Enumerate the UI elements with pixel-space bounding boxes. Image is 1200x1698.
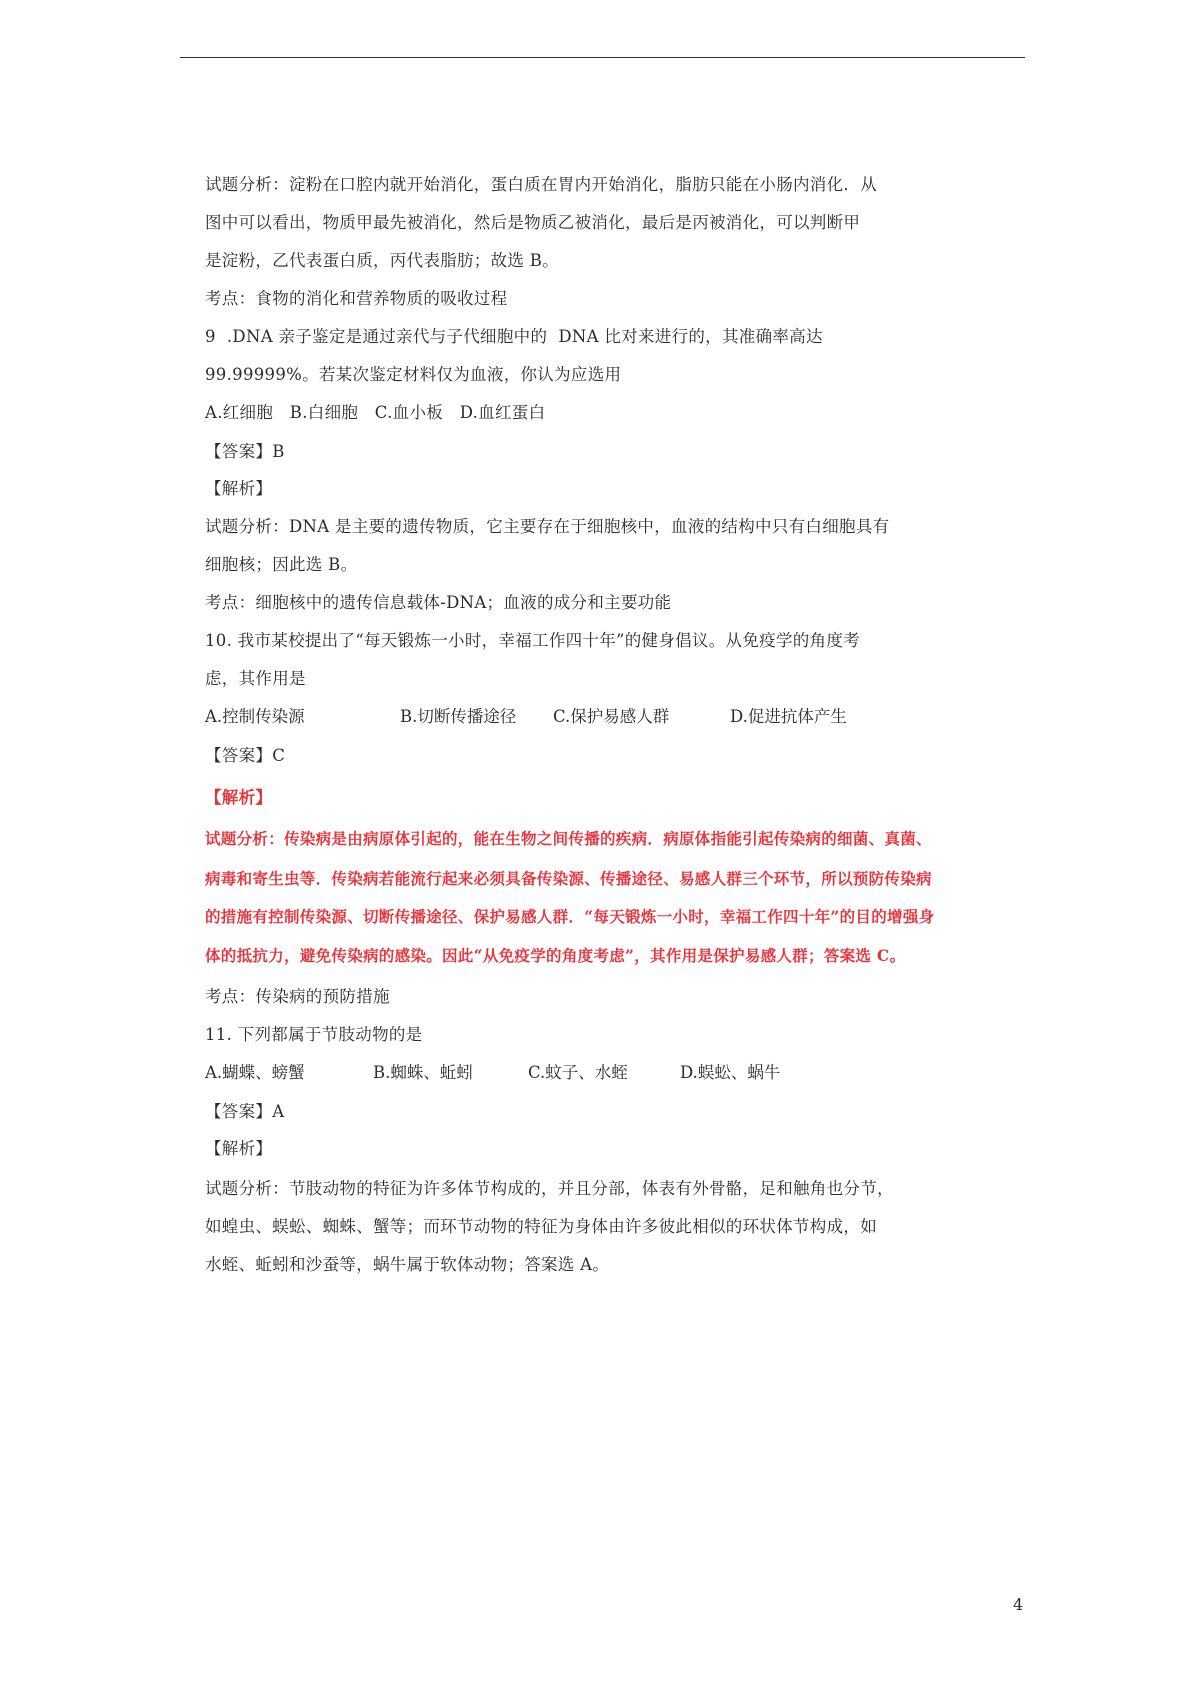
question-11-stem: 11. 下列都属于节肢动物的是	[205, 1025, 423, 1044]
question-9-analysis-label: 【解析】	[205, 479, 273, 498]
q10-option-d: D.促进抗体产生	[730, 707, 847, 726]
question-10-analysis-label: 【解析】	[205, 788, 273, 807]
kaodian-line: 考点：食物的消化和营养物质的吸收过程	[205, 289, 508, 308]
red-analysis-line: 的措施有控制传染源、切断传播途径、保护易感人群．“每天锻炼一小时，幸福工作四十年”的目的增强身	[205, 907, 935, 926]
page-number: 4	[1013, 1595, 1024, 1614]
q10-option-c: C.保护易感人群	[553, 707, 670, 726]
text-line: 试题分析：淀粉在口腔内就开始消化，蛋白质在胃内开始消化，脂肪只能在小肠内消化．从	[205, 175, 877, 194]
text-line: 水蛭、蚯蚓和沙蚕等，蜗牛属于软体动物；答案选 A。	[205, 1255, 610, 1274]
question-10-answer: 【答案】C	[205, 746, 286, 765]
question-11-answer: 【答案】A	[205, 1102, 285, 1121]
q11-option-a: A.蝴蝶、螃蟹	[205, 1063, 305, 1082]
kaodian-line: 考点：传染病的预防措施	[205, 987, 390, 1006]
text-line: 试题分析：节肢动物的特征为许多体节构成的，并且分部，体表有外骨骼，足和触角也分节，	[205, 1179, 894, 1198]
q11-option-c: C.蚊子、水蛭	[528, 1063, 628, 1082]
text-line: 图中可以看出，物质甲最先被消化，然后是物质乙被消化，最后是丙被消化，可以判断甲	[205, 213, 861, 232]
text-line: 是淀粉，乙代表蛋白质，丙代表脂肪；故选 B。	[205, 251, 559, 270]
question-11-analysis-label: 【解析】	[205, 1139, 273, 1158]
text-line: 试题分析：DNA 是主要的遗传物质，它主要存在于细胞核中，血液的结构中只有白细胞具有	[205, 517, 890, 536]
question-9-options: A.红细胞 B.白细胞 C.血小板 D.血红蛋白	[205, 403, 546, 422]
q11-option-d: D.蜈蚣、蜗牛	[680, 1063, 781, 1082]
kaodian-line: 考点：细胞核中的遗传信息载体-DNA；血液的成分和主要功能	[205, 593, 672, 612]
question-10-stem: 10. 我市某校提出了“每天锻炼一小时，幸福工作四十年”的健身倡议。从免疫学的角度考	[205, 631, 860, 650]
red-analysis-line: 试题分析：传染病是由病原体引起的，能在生物之间传播的疾病．病原体指能引起传染病的细菌、真菌、	[205, 829, 932, 848]
question-9-stem-cont: 99.99999%。若某次鉴定材料仅为血液，你认为应选用	[205, 365, 622, 384]
question-9-stem: 9 .DNA 亲子鉴定是通过亲代与子代细胞中的 DNA 比对来进行的，其准确率高达	[205, 327, 823, 346]
text-line: 细胞核；因此选 B。	[205, 555, 358, 574]
q11-option-b: B.蜘蛛、蚯蚓	[373, 1063, 473, 1082]
red-analysis-line: 体的抵抗力，避免传染病的感染。因此“从免疫学的角度考虑”，其作用是保护易感人群；答案选 C。	[205, 946, 906, 965]
question-9-answer: 【答案】B	[205, 442, 285, 461]
q10-option-a: A.控制传染源	[205, 707, 305, 726]
text-line: 如蝗虫、蜈蚣、蜘蛛、蟹等；而环节动物的特征为身体由许多彼此相似的环状体节构成，如	[205, 1217, 877, 1236]
red-analysis-line: 病毒和寄生虫等．传染病若能流行起来必须具备传染源、传播途径、易感人群三个环节，所以预防传染病	[205, 869, 932, 888]
header-rule	[180, 57, 1025, 58]
question-10-stem-cont: 虑，其作用是	[205, 669, 306, 688]
q10-option-b: B.切断传播途径	[400, 707, 517, 726]
